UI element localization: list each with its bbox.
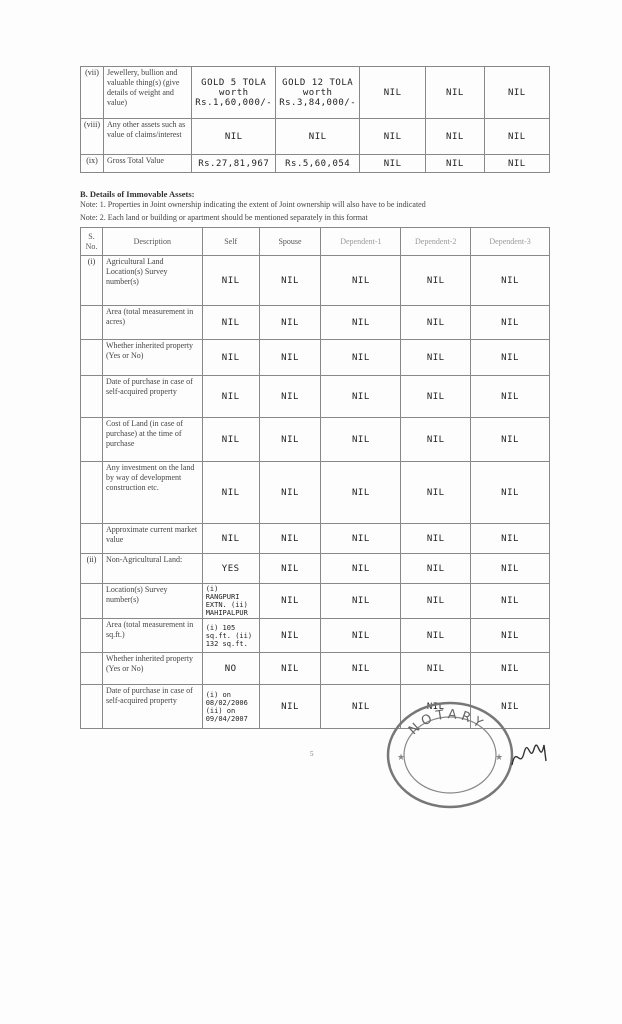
row-number: [81, 462, 103, 524]
dependent-2-value: NIL: [426, 67, 485, 119]
dependent-3-value: NIL: [471, 462, 550, 524]
self-value: NIL: [202, 306, 259, 340]
dependent-1-value: NIL: [321, 462, 401, 524]
dependent-2-value: NIL: [401, 340, 471, 376]
dependent-3-value: NIL: [484, 119, 549, 155]
dependent-3-value: NIL: [471, 376, 550, 418]
row-description: Area (total measurement in acres): [102, 306, 202, 340]
self-value: NIL: [192, 119, 276, 155]
header-dependent-2: Dependent-2: [401, 228, 471, 256]
row-description: Whether inherited property (Yes or No): [102, 340, 202, 376]
dependent-1-value: NIL: [321, 306, 401, 340]
self-value: NIL: [202, 418, 259, 462]
dependent-2-value: NIL: [401, 256, 471, 306]
self-value: NIL: [202, 376, 259, 418]
spouse-value: NIL: [259, 376, 321, 418]
row-number: [81, 418, 103, 462]
dependent-2-value: NIL: [401, 619, 471, 653]
row-description: Area (total measurement in sq.ft.): [102, 619, 202, 653]
row-number: (viii): [81, 119, 104, 155]
header-dependent-3: Dependent-3: [471, 228, 550, 256]
dependent-1-value: NIL: [321, 376, 401, 418]
dependent-3-value: NIL: [471, 418, 550, 462]
row-description: Approximate current market value: [102, 524, 202, 554]
page-number: 5: [310, 750, 314, 758]
spouse-value: NIL: [259, 685, 321, 729]
dependent-3-value: NIL: [471, 653, 550, 685]
header-spouse: Spouse: [259, 228, 321, 256]
row-description: Cost of Land (in case of purchase) at the time of purchase: [102, 418, 202, 462]
dependent-3-value: NIL: [471, 340, 550, 376]
table-row: [81, 584, 550, 619]
dependent-2-value: NIL: [401, 685, 471, 729]
table-row: [81, 67, 550, 119]
self-value: YES: [202, 554, 259, 584]
spouse-value: NIL: [259, 653, 321, 685]
row-number: (i): [81, 256, 103, 306]
dependent-2-value: NIL: [401, 584, 471, 619]
dependent-3-value: NIL: [471, 554, 550, 584]
spouse-value: NIL: [259, 340, 321, 376]
dependent-1-value: NIL: [321, 418, 401, 462]
dependent-3-value: NIL: [471, 306, 550, 340]
self-value: NIL: [202, 256, 259, 306]
table-header-row: [81, 228, 550, 256]
dependent-1-value: NIL: [321, 685, 401, 729]
self-value: NIL: [202, 524, 259, 554]
dependent-1-value: NIL: [321, 653, 401, 685]
header-dependent-1: Dependent-1: [321, 228, 401, 256]
notary-stamp: [385, 700, 515, 810]
row-number: (vii): [81, 67, 104, 119]
header-self: Self: [202, 228, 259, 256]
row-description: Gross Total Value: [104, 155, 192, 173]
self-value: NIL: [202, 340, 259, 376]
spouse-value: NIL: [259, 524, 321, 554]
self-value: Rs.27,81,967: [192, 155, 276, 173]
row-number: [81, 306, 103, 340]
self-value: (i) RANGPURI EXTN. (ii) MAHIPALPUR: [202, 584, 259, 619]
spouse-value: NIL: [276, 119, 360, 155]
dependent-1-value: NIL: [321, 340, 401, 376]
row-number: [81, 524, 103, 554]
dependent-2-value: NIL: [401, 418, 471, 462]
dependent-2-value: NIL: [426, 155, 485, 173]
dependent-3-value: NIL: [471, 584, 550, 619]
spouse-value: NIL: [259, 554, 321, 584]
table-row: [81, 524, 550, 554]
row-description: Any investment on the land by way of development construction etc.: [102, 462, 202, 524]
self-value: NO: [202, 653, 259, 685]
dependent-2-value: NIL: [401, 653, 471, 685]
row-number: [81, 685, 103, 729]
table-row: [81, 653, 550, 685]
table-row: [81, 256, 550, 306]
dependent-3-value: NIL: [471, 619, 550, 653]
table-row: [81, 619, 550, 653]
immovable-assets-table: [80, 227, 550, 729]
row-description: Jewellery, bullion and valuable thing(s) (give details of weight and value): [104, 67, 192, 119]
section-heading: B. Details of Immovable Assets:: [80, 189, 195, 199]
self-value: NIL: [202, 462, 259, 524]
dependent-1-value: NIL: [360, 67, 426, 119]
dependent-2-value: NIL: [401, 462, 471, 524]
row-number: [81, 619, 103, 653]
svg-text:★: ★: [495, 753, 504, 763]
table-row: [81, 119, 550, 155]
stamp-text: NOTARY: [405, 707, 489, 739]
spouse-value: NIL: [259, 462, 321, 524]
dependent-1-value: NIL: [321, 524, 401, 554]
table-row: [81, 418, 550, 462]
dependent-2-value: NIL: [401, 376, 471, 418]
table-row: [81, 554, 550, 584]
row-number: [81, 340, 103, 376]
dependent-2-value: NIL: [401, 524, 471, 554]
row-description: Date of purchase in case of self-acquired property: [102, 685, 202, 729]
dependent-3-value: NIL: [471, 685, 550, 729]
row-description: Any other assets such as value of claims/interest: [104, 119, 192, 155]
movable-assets-table: [80, 66, 550, 173]
dependent-1-value: NIL: [360, 119, 426, 155]
row-description: Agricultural Land Location(s) Survey number(s): [102, 256, 202, 306]
dependent-1-value: NIL: [321, 256, 401, 306]
row-number: [81, 653, 103, 685]
spouse-value: NIL: [259, 584, 321, 619]
row-description: Non-Agricultural Land:: [102, 554, 202, 584]
dependent-3-value: NIL: [484, 67, 549, 119]
table-row: [81, 340, 550, 376]
svg-text:NOTARY: [406, 707, 488, 738]
note-1: Note: 1. Properties in Joint ownership indicating the extent of Joint ownership will also have to be indicated: [80, 200, 426, 209]
dependent-3-value: NIL: [484, 155, 549, 173]
row-description: Location(s) Survey number(s): [102, 584, 202, 619]
dependent-2-value: NIL: [401, 554, 471, 584]
row-number: (ix): [81, 155, 104, 173]
spouse-value: NIL: [259, 619, 321, 653]
dependent-3-value: NIL: [471, 256, 550, 306]
row-number: [81, 376, 103, 418]
spouse-value: Rs.5,60,054: [276, 155, 360, 173]
spouse-value: NIL: [259, 306, 321, 340]
spouse-value: GOLD 12 TOLA worth Rs.3,84,000/-: [276, 67, 360, 119]
dependent-2-value: NIL: [401, 306, 471, 340]
self-value: GOLD 5 TOLA worth Rs.1,60,000/-: [192, 67, 276, 119]
self-value: (i) 105 sq.ft. (ii) 132 sq.ft.: [202, 619, 259, 653]
dependent-1-value: NIL: [360, 155, 426, 173]
spouse-value: NIL: [259, 256, 321, 306]
row-description: Whether inherited property (Yes or No): [102, 653, 202, 685]
signature: [510, 735, 550, 775]
header-sno: S. No.: [81, 228, 103, 256]
self-value: (i) on 08/02/2006 (ii) on 09/04/2007: [202, 685, 259, 729]
row-number: (ii): [81, 554, 103, 584]
table-row: [81, 306, 550, 340]
header-description: Description: [102, 228, 202, 256]
note-2: Note: 2. Each land or building or apartment should be mentioned separately in this format: [80, 213, 368, 222]
row-number: [81, 584, 103, 619]
table-row: [81, 376, 550, 418]
table-row: [81, 462, 550, 524]
dependent-2-value: NIL: [426, 119, 485, 155]
dependent-1-value: NIL: [321, 619, 401, 653]
dependent-3-value: NIL: [471, 524, 550, 554]
table-row: [81, 155, 550, 173]
row-description: Date of purchase in case of self-acquired property: [102, 376, 202, 418]
spouse-value: NIL: [259, 418, 321, 462]
dependent-1-value: NIL: [321, 584, 401, 619]
svg-text:★: ★: [397, 753, 406, 763]
dependent-1-value: NIL: [321, 554, 401, 584]
